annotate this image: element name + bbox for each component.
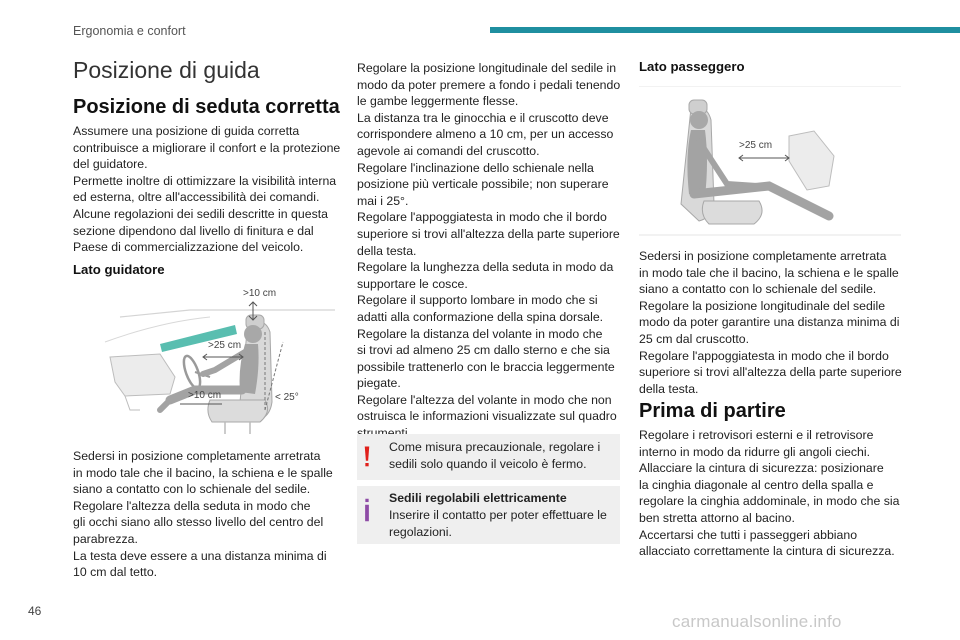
passenger-seating-figure (639, 86, 901, 236)
driver-paragraph: Sedersi in posizione completamente arretrata in modo tale che il bacino, la schiena e le spalle siano a contatto con lo schienale del sedile. Regolare l'altezza della seduta in modo che gli occhi siano allo stesso livello del centro del parabrezza. La testa deve essere a una distanza minima di 10 cm dal tetto. (73, 449, 333, 580)
passenger-paragraph: Sedersi in posizione completamente arretrata in modo tale che il bacino, la schiena e le spalle siano a contatto con lo schienale del sedile. Regolare la posizione longitudinale del sedile modo da poter garantire una distanza minima di 25 cm dal cruscotto. Regolare l'appoggiatesta in modo che il bordo superiore si trovi all'altezza della parte superiore della testa. (639, 249, 902, 396)
info-icon (364, 494, 370, 526)
page-title: Posizione di guida (73, 57, 260, 83)
driver-label-head: >10 cm (243, 288, 277, 299)
driver-label-angle: < 25° (275, 392, 299, 403)
heading-posizione-seduta: Posizione di seduta corretta (73, 96, 340, 118)
driver-seating-illustration (100, 282, 340, 437)
passenger-label-distance: >25 cm (739, 140, 773, 151)
header-section-title: Ergonomia e confort (73, 24, 186, 38)
info-note (357, 486, 620, 544)
heading-prima-di-partire: Prima di partire (639, 400, 786, 422)
warning-exclamation-icon (364, 442, 370, 472)
passenger-seating-illustration (639, 86, 901, 236)
intro-paragraph: Assumere una posizione di guida corretta contribuisce a migliorare il confort e la protezione del guidatore. Permette inoltre di ottimizzare la visibilità interna ed esterna, oltre all'accessibilità dei comandi. Alcune regolazioni dei sedili descritte in questa sezione dipendono dal livello di finitura e dal Paese di commercializzazione del veicolo. (73, 124, 341, 255)
driver-label-steering: >25 cm (208, 340, 242, 351)
page-number: 46 (28, 604, 42, 618)
before-paragraph: Regolare i retrovisori esterni e il retrovisore interno in modo da ridurre gli angoli ciechi. Allacciare la cintura di sicurezza: posizionare la cinghia diagonale al centro della spalla e regolare la cinghia addominale, in modo che sia ben stretta attorno al bacino. Accertarsi che tutti i passeggeri abbiano allacciato correttamente la cintura di sicurezza. (639, 428, 900, 559)
warning-note (357, 434, 620, 480)
heading-lato-passeggero: Lato passeggero (639, 59, 745, 74)
adjustments-paragraph: Regolare la posizione longitudinale del sedile in modo da poter premere a fondo i pedali tenendo le gambe leggermente flesse. La distanza tra le ginocchia e il cruscotto deve corrispondere almeno a 10 cm, per un accesso agevole ai comandi del cruscotto. Regolare l'inclinazione dello schienale nella posizione più verticale possibile; non superare mai i 25°. Regolare l'appoggiatesta in modo che il bordo superiore si trovi all'altezza della parte superiore della testa. Regolare la lunghezza della seduta in modo da supportare le cosce. Regolare il supporto lombare in modo che si adatti alla conformazione della spina dorsale. Regolare la distanza del volante in modo che si trovi ad almeno 25 cm dallo sterno e che sia possibile trattenerlo con le braccia leggermente piegate. Regolare l'altezza del volante in modo che non ostruisca le informazioni visualizzate sul quadro (357, 61, 621, 424)
info-title: Sedili regolabili elettricamente (389, 491, 567, 505)
watermark: carmanualsonline.info (672, 612, 842, 631)
warning-text: Come misura precauzionale, regolare i sedili solo quando il veicolo è fermo. (389, 440, 601, 471)
info-text: Inserire il contatto per poter effettuare le regolazioni. (389, 508, 607, 539)
driver-label-knees: >10 cm (188, 390, 222, 401)
driver-seating-figure (100, 282, 340, 437)
header-accent-bar (490, 27, 960, 33)
heading-lato-guidatore: Lato guidatore (73, 262, 165, 277)
